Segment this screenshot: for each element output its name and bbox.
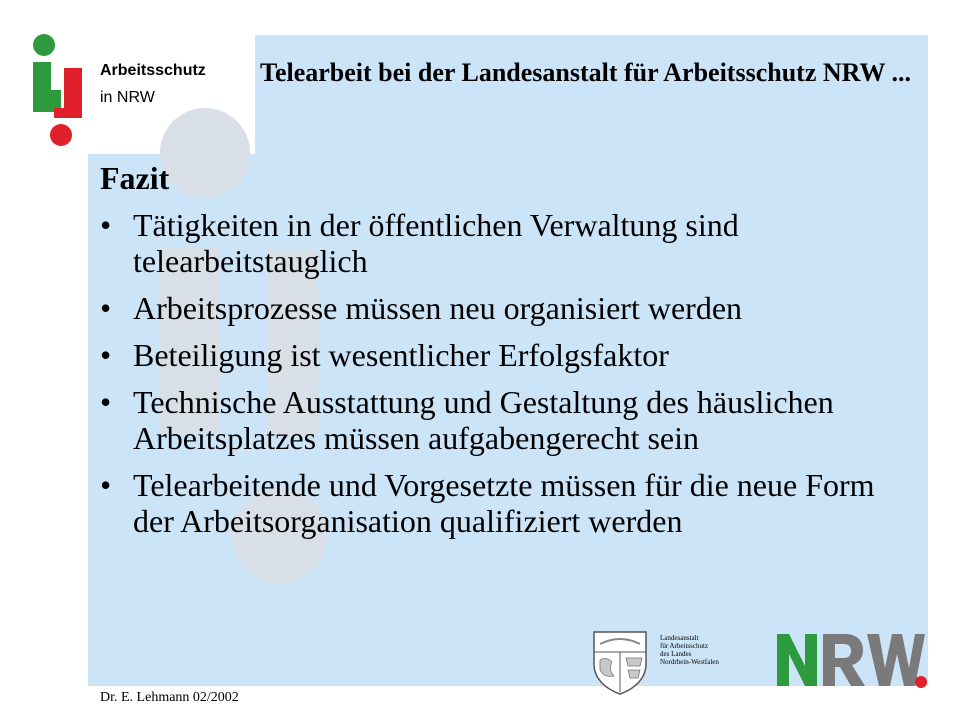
bullet-item [100,207,900,279]
bullet-text: Tätigkeiten in der öffentlichen Verwaltung sind telearbeitstauglich [133,207,739,279]
arbeitsschutz-logo-icon [28,30,88,152]
org-name-line2: in NRW [100,89,155,106]
bullet-icon: • [100,290,112,326]
bullet-icon: • [100,467,112,503]
landesanstalt-line: des Landes [660,650,692,658]
bullet-item [100,467,900,539]
bullet-icon: • [100,384,112,420]
org-name-line1: Arbeitsschutz [100,62,206,79]
landesanstalt-line: Nordrhein-Westfalen [660,658,719,666]
landesanstalt-line: Landesanstalt [660,634,699,642]
title-background [255,35,928,155]
bullet-text: Beteiligung ist wesentlicher Erfolgsfaktor [133,337,669,373]
bullet-item [100,384,900,456]
landesanstalt-line: für Arbeitsschutz [660,642,709,650]
nrw-coat-of-arms-icon [592,630,648,696]
bullet-icon: • [100,207,112,243]
bullet-text: Telearbeitende und Vorgesetzte müssen für die neue Form der Arbeitsorganisation qualifiziert werden [133,467,875,539]
landesanstalt-text [660,634,750,666]
bullet-icon: • [100,337,112,373]
slide-title: Telearbeit bei der Landesanstalt für Arbeitsschutz NRW ... [260,58,912,87]
bullet-item [100,337,900,373]
nrw-logo-icon [775,628,927,690]
watermark-dot [160,108,250,198]
bullet-list [100,207,900,550]
bullet-text: Arbeitsprozesse müssen neu organisiert werden [133,290,743,326]
footer-author: Dr. E. Lehmann 02/2002 [100,690,239,705]
slide-subtitle: Fazit [100,160,170,196]
bullet-text: Technische Ausstattung und Gestaltung des häuslichen Arbeitsplatzes müssen aufgabengerecht sein [133,384,834,456]
bullet-item [100,290,900,326]
